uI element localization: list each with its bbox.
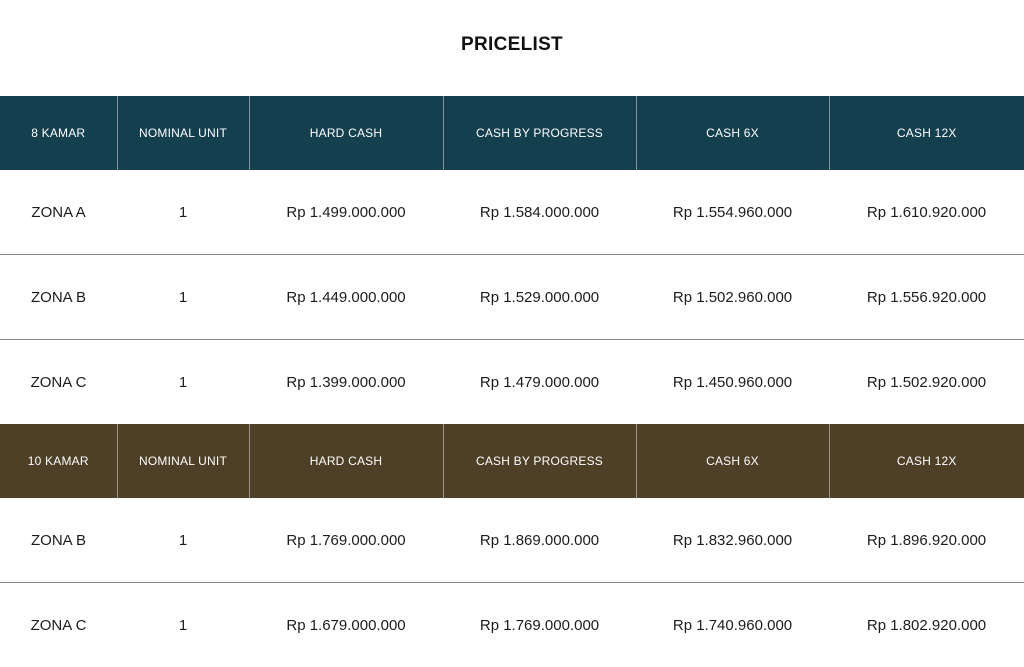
table-row xyxy=(0,170,1024,255)
cash-6x-cell: Rp 1.740.960.000 xyxy=(672,616,793,634)
hard-cash-cell: Rp 1.679.000.000 xyxy=(286,616,406,634)
zone-cell: ZONA C xyxy=(30,616,87,634)
zone-cell: ZONA A xyxy=(0,170,117,255)
cash-12x-cell: Rp 1.556.920.000 xyxy=(829,255,1024,340)
zone-cell: ZONA B xyxy=(0,255,117,340)
cash-6x-cell: Rp 1.502.960.000 xyxy=(636,255,829,340)
hard-cash-cell: Rp 1.449.000.000 xyxy=(249,255,443,340)
cash-6x-cell: Rp 1.450.960.000 xyxy=(672,373,793,391)
section-header-10-kamar xyxy=(0,424,1024,498)
cash-by-progress-cell: Rp 1.479.000.000 xyxy=(479,373,600,391)
header-cash-by-progress: CASH BY PROGRESS xyxy=(443,424,636,498)
table-row xyxy=(0,498,1024,583)
cash-12x-cell: Rp 1.610.920.000 xyxy=(829,170,1024,255)
cash-by-progress-cell: Rp 1.769.000.000 xyxy=(479,616,600,634)
zone-cell: ZONA C xyxy=(30,373,87,391)
section-header-8-kamar xyxy=(0,96,1024,170)
nominal-unit-cell: 1 xyxy=(117,498,249,583)
nominal-unit-cell: 1 xyxy=(178,616,188,634)
header-cash-6x: CASH 6X xyxy=(636,96,829,170)
cash-12x-cell: Rp 1.802.920.000 xyxy=(866,616,987,634)
table-row xyxy=(0,340,1024,425)
nominal-unit-cell: 1 xyxy=(117,255,249,340)
cash-6x-cell: Rp 1.554.960.000 xyxy=(636,170,829,255)
header-cash-6x: CASH 6X xyxy=(636,424,829,498)
header-cash-12x: CASH 12X xyxy=(829,96,1024,170)
hard-cash-cell: Rp 1.399.000.000 xyxy=(286,373,406,391)
page-title: PRICELIST xyxy=(461,34,563,55)
header-cash-12x: CASH 12X xyxy=(829,424,1024,498)
cash-12x-cell: Rp 1.896.920.000 xyxy=(829,498,1024,583)
header-nominal-unit: NOMINAL UNIT xyxy=(117,96,249,170)
cash-by-progress-cell: Rp 1.529.000.000 xyxy=(443,255,636,340)
pricelist-table xyxy=(0,96,1024,667)
header-hard-cash: HARD CASH xyxy=(249,96,443,170)
header-room-type: 8 KAMAR xyxy=(0,96,117,170)
header-cash-by-progress: CASH BY PROGRESS xyxy=(443,96,636,170)
hard-cash-cell: Rp 1.499.000.000 xyxy=(249,170,443,255)
cash-6x-cell: Rp 1.832.960.000 xyxy=(636,498,829,583)
header-hard-cash: HARD CASH xyxy=(249,424,443,498)
cash-by-progress-cell: Rp 1.869.000.000 xyxy=(443,498,636,583)
nominal-unit-cell: 1 xyxy=(117,170,249,255)
nominal-unit-cell: 1 xyxy=(178,373,188,391)
pricelist-tables xyxy=(0,96,1024,667)
header-nominal-unit: NOMINAL UNIT xyxy=(117,424,249,498)
table-row xyxy=(0,255,1024,340)
header-room-type: 10 KAMAR xyxy=(0,424,117,498)
cash-by-progress-cell: Rp 1.584.000.000 xyxy=(443,170,636,255)
table-row xyxy=(0,583,1024,667)
cash-12x-cell: Rp 1.502.920.000 xyxy=(866,373,987,391)
zone-cell: ZONA B xyxy=(0,498,117,583)
hard-cash-cell: Rp 1.769.000.000 xyxy=(249,498,443,583)
